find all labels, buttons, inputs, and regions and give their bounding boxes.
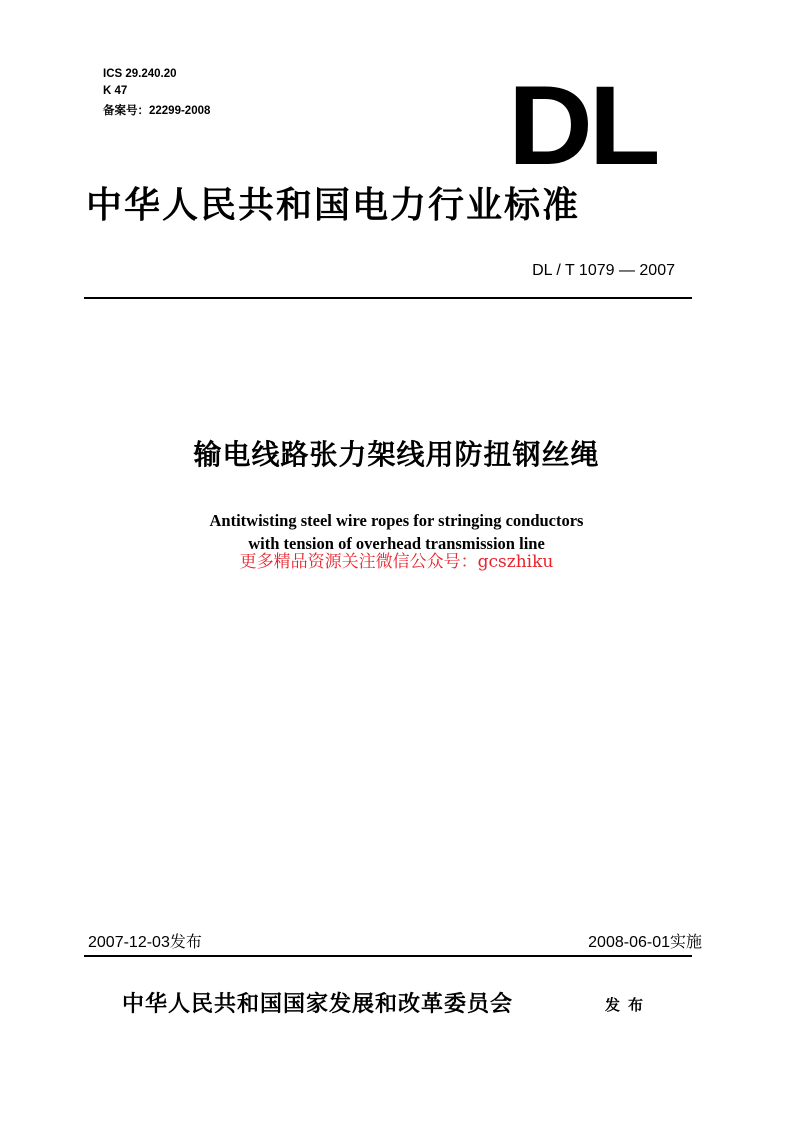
watermark-text: 更多精品资源关注微信公众号：gcszhiku bbox=[239, 552, 554, 572]
publisher-name: 中华人民共和国国家发展和改革委员会 bbox=[122, 992, 514, 1017]
bottom-divider bbox=[84, 955, 692, 957]
implementation-date: 2008-06-01实施 bbox=[588, 934, 702, 951]
top-divider bbox=[84, 297, 692, 299]
classification-code: K 47 bbox=[103, 85, 128, 97]
issue-date: 2007-12-03发布 bbox=[88, 934, 202, 951]
document-title-english-line2: with tension of overhead transmission line bbox=[248, 534, 545, 553]
standard-number: DL / T 1079 — 2007 bbox=[532, 262, 675, 279]
document-title-english-line1: Antitwisting steel wire ropes for stringing conductors bbox=[209, 511, 584, 530]
document-title-chinese: 输电线路张力架线用防扭钢丝绳 bbox=[193, 438, 600, 471]
ics-code: ICS 29.240.20 bbox=[103, 68, 177, 80]
industry-standard-title: 中华人民共和国电力行业标准 bbox=[86, 185, 581, 226]
record-number: 备案号：22299-2008 bbox=[103, 105, 211, 117]
dl-logo: DL bbox=[508, 63, 657, 188]
publish-label: 发布 bbox=[605, 996, 652, 1014]
